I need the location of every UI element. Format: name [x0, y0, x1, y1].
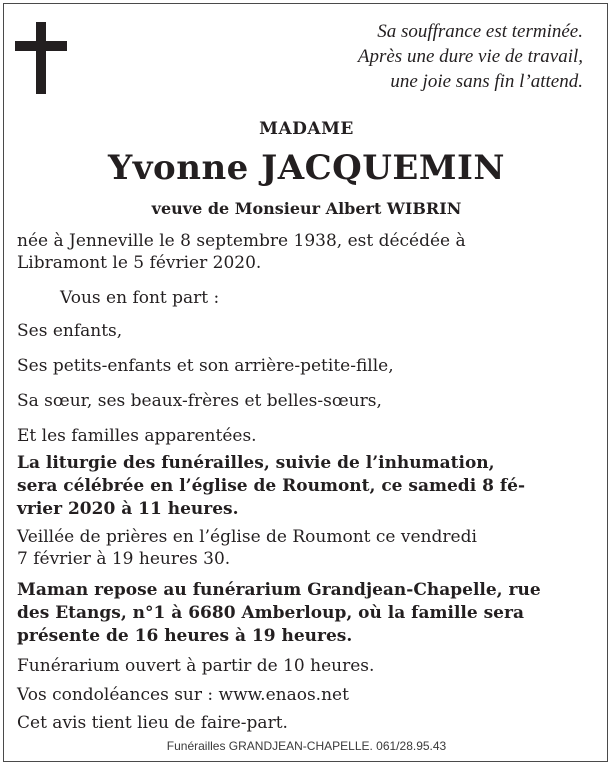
notice-line: Cet avis tient lieu de faire-part. — [17, 713, 288, 733]
family-line: Ses enfants, — [17, 321, 123, 341]
honorific-title: MADAME — [259, 119, 354, 139]
family-line: Ses petits-enfants et son arrière-petite-fille, — [17, 356, 394, 376]
vigil-line: Veillée de prières en l’église de Roumont ce vendredi — [17, 527, 477, 547]
poem-line: Après une dure vie de travail, — [357, 46, 583, 67]
poem-line: une joie sans fin l’attend. — [390, 71, 583, 92]
funeral-home-line: présente de 16 heures à 19 heures. — [17, 626, 353, 646]
epitaph-poem — [358, 19, 583, 94]
liturgy-line: La liturgie des funérailles, suivie de l’inhumation, — [17, 453, 495, 473]
liturgy-line: vrier 2020 à 11 heures. — [17, 499, 239, 519]
cross-vertical-bar — [36, 22, 46, 94]
vigil-line: 7 février à 19 heures 30. — [17, 549, 231, 569]
announce-line: Vous en font part : — [60, 288, 220, 308]
birth-death-line: Libramont le 5 février 2020. — [17, 253, 262, 273]
cross-horizontal-bar — [15, 41, 67, 51]
funeral-director-footer: Funérailles GRANDJEAN-CHAPELLE. 061/28.95.43 — [166, 739, 447, 753]
condolences-line: Vos condoléances sur : www.enaos.net — [17, 685, 349, 705]
opening-hours-line: Funérarium ouvert à partir de 10 heures. — [17, 656, 375, 676]
deceased-name: Yvonne JACQUEMIN — [108, 148, 505, 188]
liturgy-line: sera célébrée en l’église de Roumont, ce samedi 8 fé- — [17, 476, 525, 496]
notice-frame — [3, 3, 608, 762]
family-line: Sa sœur, ses beaux-frères et belles-sœurs, — [17, 391, 382, 411]
birth-death-line: née à Jenneville le 8 septembre 1938, est décédée à — [17, 231, 466, 251]
widow-of-line: veuve de Monsieur Albert WIBRIN — [151, 199, 462, 218]
funeral-home-line: des Etangs, n°1 à 6680 Amberloup, où la famille sera — [17, 603, 524, 623]
family-line: Et les familles apparentées. — [17, 426, 257, 446]
funeral-home-line: Maman repose au funérarium Grandjean-Chapelle, rue — [17, 580, 541, 600]
poem-line: Sa souffrance est terminée. — [377, 21, 583, 42]
